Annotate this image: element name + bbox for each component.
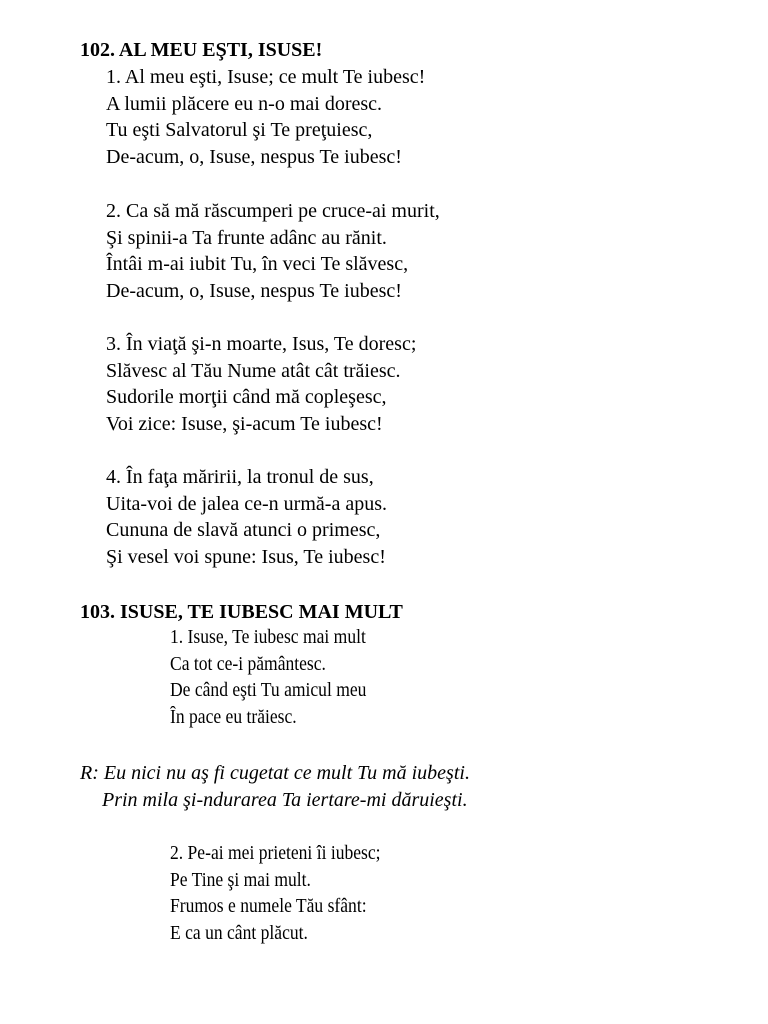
stanza-line: Voi zice: Isuse, şi-acum Te iubesc! bbox=[106, 413, 383, 436]
stanza-line: Întâi m-ai iubit Tu, în veci Te slăvesc, bbox=[106, 253, 409, 276]
refrain-line: Prin mila şi-ndurarea Ta iertare-mi dăruieşti. bbox=[102, 788, 468, 811]
stanza-line: Uita-voi de jalea ce-n urmă-a apus. bbox=[106, 492, 387, 515]
stanza-line: De-acum, o, Isuse, nespus Te iubesc! bbox=[106, 280, 402, 303]
stanza-line: Pe Tine şi mai mult. bbox=[170, 869, 311, 891]
stanza-line: 3. În viaţă şi-n moarte, Isus, Te doresc; bbox=[106, 333, 417, 355]
stanza-line: 2. Ca să mă răscumperi pe cruce-ai murit, bbox=[106, 200, 440, 222]
hymn-103-refrain bbox=[80, 760, 470, 813]
stanza-line: În pace eu trăiesc. bbox=[170, 707, 297, 729]
stanza-line: De când eşti Tu amicul meu bbox=[170, 680, 367, 702]
stanza-line: Sudorile morţii când mă copleşesc, bbox=[106, 386, 387, 409]
stanza-line: 4. În faţa măririi, la tronul de sus, bbox=[106, 466, 374, 488]
stanza-line: 1. Isuse, Te iubesc mai mult bbox=[170, 627, 366, 648]
stanza-line: Frumos e numele Tău sfânt: bbox=[170, 896, 367, 918]
hymn-102-stanza-1 bbox=[106, 64, 425, 171]
stanza-line: E ca un cânt plăcut. bbox=[170, 923, 308, 945]
stanza-line: Tu eşti Salvatorul şi Te preţuiesc, bbox=[106, 119, 373, 142]
hymn-102-stanza-4 bbox=[106, 464, 387, 571]
stanza-line: 1. Al meu eşti, Isuse; ce mult Te iubesc! bbox=[106, 66, 426, 88]
stanza-line: Şi vesel voi spune: Isus, Te iubesc! bbox=[106, 546, 386, 569]
hymn-103-title: 103. ISUSE, TE IUBESC MAI MULT bbox=[80, 601, 403, 623]
hymn-103-stanza-2 bbox=[170, 841, 404, 948]
hymn-102-stanza-2 bbox=[106, 198, 440, 305]
stanza-line: Slăvesc al Tău Nume atât cât trăiesc. bbox=[106, 359, 401, 382]
stanza-line: Ca tot ce-i pământesc. bbox=[170, 653, 326, 675]
stanza-line: De-acum, o, Isuse, nespus Te iubesc! bbox=[106, 146, 402, 169]
stanza-line: A lumii plăcere eu n-o mai doresc. bbox=[106, 92, 383, 115]
stanza-line: Cununa de slavă atunci o primesc, bbox=[106, 519, 381, 542]
refrain-line: R: Eu nici nu aş fi cugetat ce mult Tu mă iubeşti. bbox=[80, 762, 470, 784]
hymn-102-title: 102. AL MEU EŞTI, ISUSE! bbox=[80, 39, 323, 61]
hymn-102-stanza-3 bbox=[106, 331, 416, 438]
hymn-103-stanza-1 bbox=[170, 625, 388, 732]
stanza-line: Şi spinii-a Ta frunte adânc au rănit. bbox=[106, 226, 387, 249]
stanza-line: 2. Pe-ai mei prieteni îi iubesc; bbox=[170, 843, 381, 864]
